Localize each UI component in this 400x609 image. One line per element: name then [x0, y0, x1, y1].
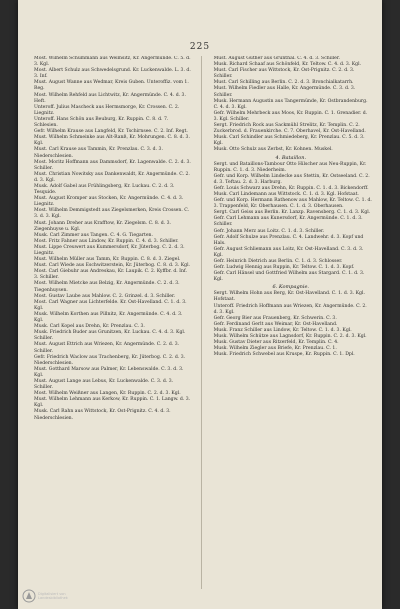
section-heading: 4. Bataillon. — [275, 154, 307, 161]
roster-entry: Must. August Güther aus Grünthal. C. 4. d. 3. Schiller. — [213, 56, 340, 61]
roster-entry: Musk. Carl Zimmer aus Tangen. C. 4. G. Tiegarten. — [34, 232, 153, 238]
roster-entry: Must. August Lange aus Lebus, Kr. Luckenwalde. C. 3. d. 3. Schiller. — [34, 378, 174, 391]
roster-entry: Musk. Gustav Dieter aus Ritzerfeld, Kr. Templin. C. 4. — [213, 340, 339, 346]
roster-entry: Gefr. Ludwig Hennig aus Ruppin, Kr. Teltow. C. 1. d. 3. Kopf. — [213, 265, 355, 271]
roster-entry: Must. Lippe Creuwert aus Kummersdorf, Kr. Jüterbog. C. 2. d. 3. Liegnitz. — [34, 244, 185, 256]
roster-entry: Must. Wilhelm Lehmann aus Kerkow, Kr. Ruppin. C. 1. Langw. d. 3. Kgl. — [34, 397, 191, 409]
roster-entry: Must. August Ettrich aus Wriezen, Kr. Angermünde. C. 2. d. 3. Schiller. — [34, 342, 180, 354]
watermark-text — [38, 592, 68, 600]
roster-entry: Must. Christian Nowitsky aus Dankenwaldt, Kr. Angermünde. C. 2. d. 3. Kgl. — [34, 171, 190, 183]
roster-entry: Gefr. Carl Lehmann aus Kunersdorf, Kr. Angermünde. C. 1. d. 3. Schiller. — [213, 216, 363, 228]
roster-entry: Musk. Wilhelm Korthen aus Pillnitz, Kr. Angermünde. C. 4. d. 3. Kgl. — [34, 311, 183, 324]
document-page — [18, 0, 382, 609]
column-divider — [201, 56, 202, 589]
roster-entry: Musk. Richard Schaaf aus Schönfeld, Kr. Teltow. C. 4. d. 3. Kgl. — [213, 62, 362, 68]
roster-entry: Musk. Wilhelm Schütze aus Lagnsdorf, Kr. Ruppin. C. 2. d. 3. Kgl. — [213, 334, 367, 340]
roster-entry: Most. Moritz Hoffmann aus Dammsdorf, Kr. Lagenwalde. C. 2. d. 3. Schiller. — [34, 159, 191, 171]
roster-entry: Must. Wilhelm Schmeinke aus Alt-Ranß, Kr. Mohrungen. C. 8. d. 3. Kgl. — [34, 135, 190, 147]
roster-entry: Most. Wilhelm Rehfeld aus Lichtwitz, Kr. Angermünde. C. 4. d. 3. Heft. — [34, 92, 186, 104]
roster-entry: Most. Gustav Laube aus Mahlow. C. 2. Grinzel. d. 3. Schiller. — [34, 293, 176, 299]
text-columns — [30, 56, 372, 589]
roster-entry: Most. Carl Wagner aus Lichterfelde. Kr. Ost-Havelland. C. 1. d. 3. Kgl. — [34, 299, 187, 311]
roster-entry: Musk. Franz Schiller aus Lindow, Kr. Teltow. C. 1. d. 3. Kgl. — [213, 327, 352, 333]
roster-entry: Gefr. Georg Bier aus Frauenberg, Kr. Schwerin. C. 3. — [213, 315, 337, 321]
roster-entry: Musk. Wilhelm Ziegler aus Briefe, Kr. Prenzlau. C. 1. — [213, 346, 337, 352]
roster-entry: Unteroff. Julius Mascheck aus Hermsmorge, Kr. Crossen. C. 2. Liegnitz. — [34, 104, 180, 116]
roster-entry: Musk. Friedrich Buder aus Grunitzen, Kr. Luckau. C. 4. d. 3. Kgl. Schiller. — [34, 330, 186, 342]
roster-entry: Sergt. und Bataillons-Tambour Otto Hilscher aus Neu-Ruppin, Kr. Ruppin. C. 1. d. 3. Niederheim. — [213, 161, 367, 173]
roster-entry: Must. Carl Fischer aus Wittstock, Kr. Ost-Prignitz. C. 2. d. 3. Schiller. — [213, 68, 355, 80]
roster-entry: Must. August Wanne aus Wedmar, Kreis Guben. Unteroffiz. vom 1. Reg. — [34, 80, 189, 92]
roster-entry: Must. Carl Wiede aus Eschwitzerstein, Kr. Jüterbog. C. 8. d. 3. Kgl. — [34, 263, 191, 269]
roster-entry: Musk. Carl Schindler aus Schmiedeberg, Kr. Prenzlau. C. 5. d. 3. Kgl. — [213, 135, 365, 147]
roster-entry: Musk. Carl Kopel aus Drehn, Kr. Prenzlau. C. 3. — [34, 324, 145, 330]
roster-entry: Musk. Friedrich Schwebel aus Kruspe, Kr. Ruppin. C. 1. Dpl. — [213, 352, 355, 358]
roster-entry: Most. Albert Schulz aus Schwedelsgrund. Kr. Luckenwalde. L. 3. d. 3. Inf. — [34, 68, 191, 80]
roster-entry: Gefr. August Schliemann aus Loitz, Kr. Ost-Havelland. C. 3. d. 3. Kgl. — [213, 246, 364, 258]
right-column — [210, 56, 372, 589]
roster-entry: Most. Carl Giebuhr aus Andreskau, Kr. Laupik. C. 2. Kyffbr. d. Inf. 3. Schiller. — [34, 269, 187, 281]
roster-entry: Unteroff. Hans Schön aus Beuburg, Kr. Ruppin. C. 8. d. 7. Schlesien. — [34, 116, 169, 129]
roster-entry: Gefr. Adolf Schulze aus Prenzlau. C. 4. Landwehr. d. 3. Kopf und Hals. — [213, 234, 364, 246]
section-heading: 6. Kompagnie. — [272, 284, 310, 291]
roster-entry: Gefr. Johann Merz aus Loitz. C. 1. d. 3. Schiller. — [213, 228, 325, 234]
roster-entry: Gefr. Ferdinand Gerlt aus Weimar, Kr. Ost-Havelland. — [213, 321, 338, 327]
roster-entry: Gefr. und Korp. Hermann Rathenow aus Mahlow, Kr. Teltow. C. 1. d. 3. Trappenfeld, Kr. Oberhausen. C. 1. d. 3. Oberhausen. — [213, 198, 372, 210]
roster-entry: Must. Carl Krause aus Tammin, Kr. Prenzlau. C. 3. d. 3. Niederschlesien. — [34, 147, 163, 159]
roster-entry: Gefr. Carl Hänsel und Gottfried Wilhelm aus Stargard. C. 1. d. 3. Kgl. — [213, 271, 365, 283]
roster-entry: Musk. Carl Lindemann aus Wittstock. C. 1. d. 3. Kgl. Hofstaat. — [213, 191, 359, 197]
roster-entry: Musk. Adolf Gabel aus Frühlingsberg, Kr. Luckau. C. 2. d. 3. Tesquide. — [34, 183, 175, 196]
roster-entry: Musk. Carl Rahn aus Wittstock, Kr. Ost-Prignitz. C. 4. d. 3. Niederschlesien. — [34, 409, 171, 421]
roster-entry: Musk. Hermann Augustin aus Tangermünde, Kr. Ostbrandenburg. C. 4. d. 3. Kgl. — [213, 98, 368, 110]
roster-entry: Sergt. Wilhelm Hohn aus Berg, Kr. Ost-Havelland. C. 1. d. 3. Kgl. Hofstaat. — [213, 291, 365, 303]
roster-entry: Must. Gotthard Marsow aus Palmer, Kr. Lebenswalde. C. 3. d. 3. Kgl. — [34, 366, 184, 378]
watermark-line-2: Landesbibliothek — [38, 596, 68, 600]
roster-entry: Most. Wilhelm Demmigstedt aus Ziegelsmerken, Kreis Crossen. C. 3. d. 3. Kgl. — [34, 208, 190, 220]
roster-entry: Must. August Kromper aus Stocken, Kr. Angermünde. C. 4. d. 3. Liegnitz. — [34, 196, 184, 208]
library-logo-icon — [22, 589, 36, 603]
left-column — [30, 56, 192, 589]
roster-entry: Sergt. Carl Geiss aus Berlin. Kr. Lanzp. Ravensberg. C. 1. d. 3. Kgl. — [213, 210, 371, 216]
page-number: 225 — [189, 42, 211, 52]
roster-entry: Gefr. Heinrich Dietrich aus Berlin. C. 1. d. 3. Schlosser. — [213, 259, 343, 264]
roster-entry: Most. Wilhelm Schummann aus Weimsitz, Kr. Angermünde. C. 5. d. 3. Kgl. — [34, 56, 191, 68]
roster-entry: Most. Fritz Fahner aus Lindow, Kr. Ruppin. C. 4. d. 3. Schiller. — [34, 238, 179, 244]
roster-entry: Gefr. Wilhelm Krause aus Langfeld, Kr. Tschirnsee. C. 2. Inf. Regt. — [34, 129, 188, 135]
roster-entry: Gefr. Louis Schwarz aus Drehn, Kr. Ruppin. C. 1. d. 3. Bickendorff. — [213, 185, 369, 191]
roster-entry: Must. Wilhelm Fiedler aus Halle, Kr. Angermünde. C. 3. d. 3. Schiller. — [213, 86, 356, 98]
roster-entry: Unteroff. Friedrich Hoffmann aus Wriezen, Kr. Angermünde. C. 2. d. 3. Kgl. — [213, 303, 367, 315]
roster-entry: Must. Wilhelm Müller aus Tamm, Kr. Ruppin. C. 8. d. 3. Ziegel. — [34, 257, 181, 263]
roster-entry: Gefr. Friedrich Waclow aus Trachenberg, Kr. Jüterbog. C. 2. d. 3. Niederschlesien. — [34, 354, 186, 366]
watermark-line-1: Digitalisiert von — [38, 592, 66, 596]
roster-entry: Gefr. und Korp. Wilhelm Lindecke aus Stettin, Kr. Ostseeland. C. 2. d. 3. Teftau. 2. d. 3. Harburg. — [213, 173, 370, 185]
roster-entry: Must. Johann Dreher aus Krafftow, Kr. Ziegelsm. C. 8. d. 3. Ziegenhuyse u. Kgl. — [34, 220, 172, 232]
roster-entry: Sergt. Friedrich Rock aus Sackmühl Strelitz, Kr. Templin. C. 2. Zuckerbrod. d. Frauenkirche. C. 7. Oberhavel, Kr. Ost-Havelland. — [213, 123, 366, 135]
roster-entry: Most. Wilhelm Weißner aus Langen, Kr. Ruppin. C. 2. d. 3. Kgl. — [34, 391, 181, 397]
roster-entry: Must. Carl Schilling aus Berlin. C. 2. d. 3. Bronchialkatarrh. — [213, 80, 354, 86]
roster-entry: Musk. Otto Schulz aus Zerbst, Kr. Kohnen. Muskel. — [213, 147, 333, 153]
roster-entry: Most. Wilhelm Mietcke aus Belzig, Kr. Angermünde. C. 2. d. 3. Tiegenhuysen. — [34, 281, 180, 293]
roster-entry: Gefr. Wilhelm Mehrbeck aus Moos, Kr. Ruppin. C. 1. Grenadier. d. 3. Kgl. Schiller. — [213, 110, 368, 122]
